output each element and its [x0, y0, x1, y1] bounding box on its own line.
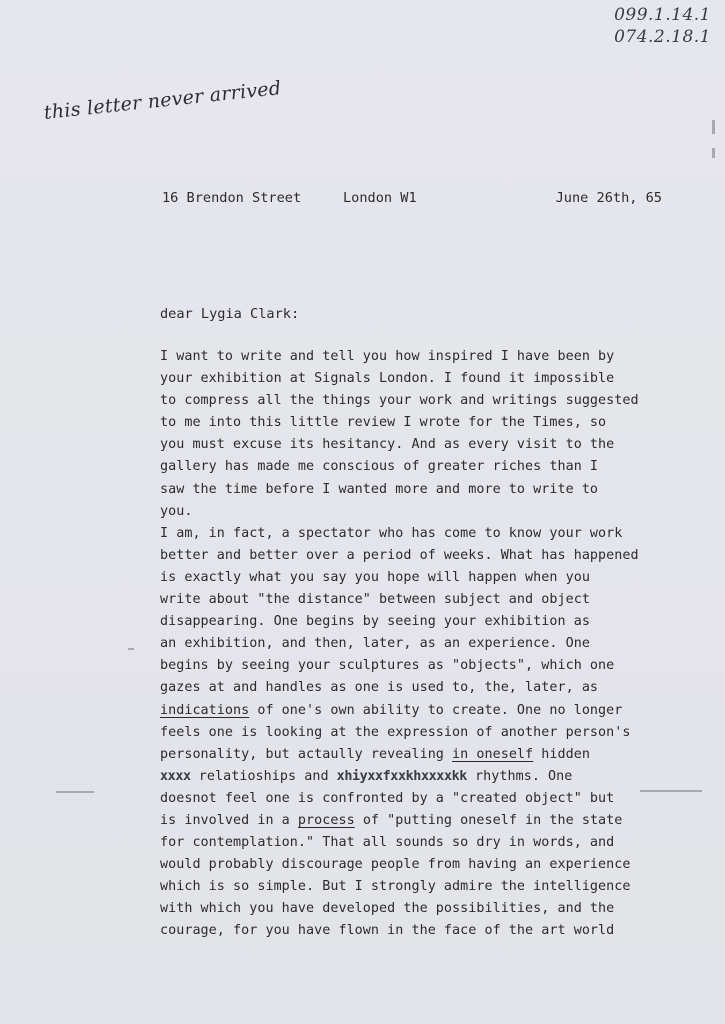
line-segment: personality, but actaully revealing	[160, 746, 453, 762]
handwritten-note: this letter never arrived	[42, 77, 283, 124]
body-line: gallery has made me conscious of greater riches than I	[160, 459, 599, 475]
body-line	[160, 766, 700, 788]
line-segment: hidden	[533, 746, 590, 762]
body-line: begins by seeing your sculptures as "objects", which one	[160, 658, 615, 674]
salutation: dear Lygia Clark:	[160, 306, 300, 322]
body-line: is exactly what you say you hope will happen when you	[160, 569, 590, 585]
archive-number-2: 074.2.18.1	[614, 27, 711, 47]
body-line: courage, for you have flown in the face of the art world	[160, 923, 615, 939]
line-segment: of one's own ability to create. One no longer	[249, 702, 623, 718]
edge-mark-2	[712, 148, 715, 158]
underlined-phrase: in oneself	[452, 746, 534, 762]
body-line: you must excuse its hesitancy. And as every visit to the	[160, 437, 615, 453]
body-line	[160, 700, 700, 722]
body-line: I want to write and tell you how inspired I have been by	[160, 349, 615, 364]
struck-out-text: xxxx	[160, 768, 191, 784]
body-line: would probably discourage people from having an experience	[160, 857, 631, 873]
margin-mark-right	[640, 790, 702, 792]
letter-header	[162, 190, 662, 210]
margin-mark-left-1	[128, 648, 134, 650]
archive-numbers	[614, 4, 711, 48]
struck-out-text: xhiyxxfxxkhxxxxkk	[336, 768, 467, 784]
body-line: I am, in fact, a spectator who has come to know your work	[160, 525, 623, 541]
body-line: with which you have developed the possibilities, and the	[160, 901, 615, 917]
underlined-phrase: indications	[160, 702, 250, 718]
letter-date: June 26th, 65	[555, 190, 662, 206]
body-line: feels one is looking at the expression of another person's	[160, 724, 631, 740]
sender-address: 16 Brendon Street	[162, 190, 302, 206]
body-line: you.	[160, 503, 193, 519]
line-segment: is involved in a	[160, 812, 298, 828]
sender-city: London W1	[343, 190, 417, 206]
body-line: better and better over a period of weeks. What has happened	[160, 547, 639, 563]
body-line: doesnot feel one is confronted by a "created object" but	[160, 790, 615, 806]
body-line: to compress all the things your work and writings suggested	[160, 393, 639, 409]
line-segment: of "putting oneself in the state	[354, 812, 623, 828]
body-line: disappearing. One begins by seeing your exhibition as	[160, 614, 590, 630]
body-line: gazes at and handles as one is used to, the, later, as	[160, 680, 599, 696]
body-line: which is so simple. But I strongly admire the intelligence	[160, 879, 631, 895]
body-line	[160, 744, 700, 766]
letter-body	[160, 346, 700, 943]
body-line: saw the time before I wanted more and more to write to	[160, 481, 599, 497]
body-line	[160, 810, 700, 832]
body-line: to me into this little review I wrote for the Times, so	[160, 415, 607, 431]
archive-number-1: 099.1.14.1	[614, 5, 711, 25]
body-line: an exhibition, and then, later, as an experience. One	[160, 636, 590, 652]
body-line: for contemplation." That all sounds so dry in words, and	[160, 835, 615, 851]
body-line: write about "the distance" between subject and object	[160, 592, 590, 608]
edge-mark-1	[712, 120, 715, 134]
line-segment: rhythms. One	[466, 768, 573, 784]
margin-mark-left-2	[56, 791, 94, 793]
line-segment: relatioships and	[190, 768, 337, 784]
underlined-phrase: process	[297, 812, 355, 828]
body-line: your exhibition at Signals London. I found it impossible	[160, 371, 615, 387]
